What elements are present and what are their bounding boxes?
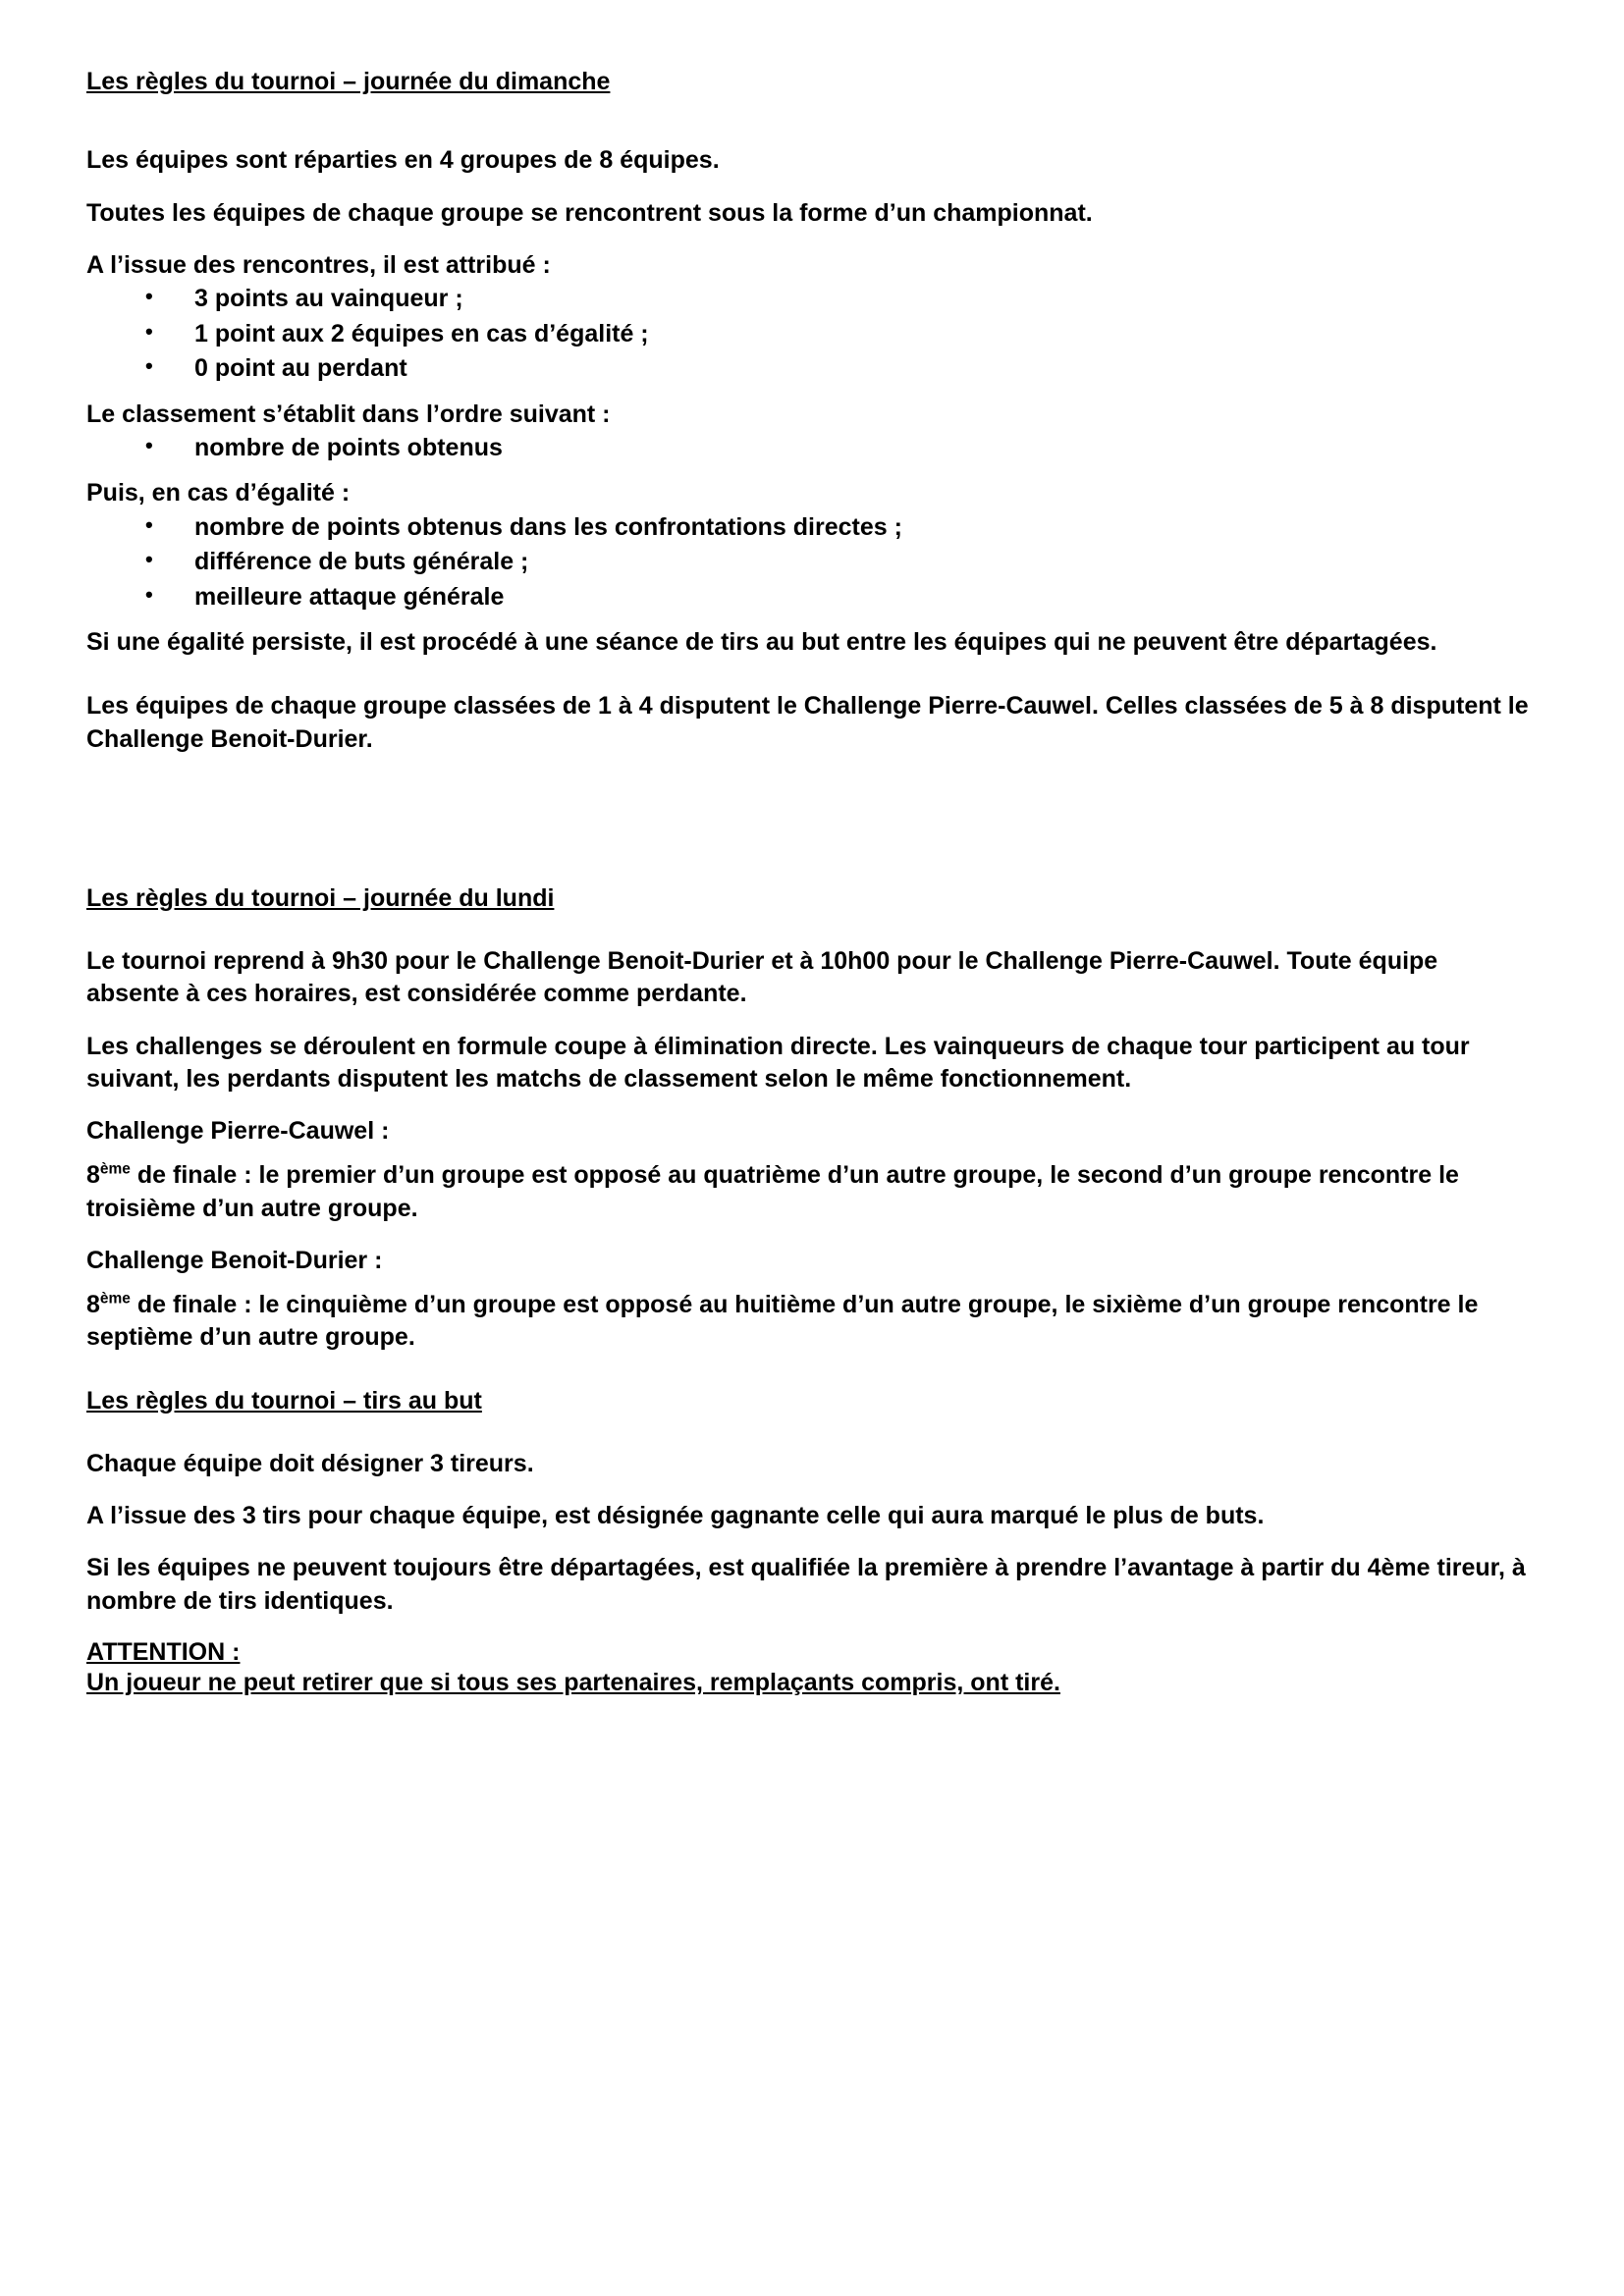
list-item: • nombre de points obtenus (86, 431, 1530, 466)
spacer (86, 178, 1530, 197)
spacer (86, 1277, 1530, 1289)
paragraph-text: de finale : le premier d’un groupe est opposé au quatrième d’un autre groupe, le second d’un groupe rencontre le troisième d’un autre groupe. (86, 1161, 1459, 1222)
spacer (86, 1618, 1530, 1637)
warning-label: ATTENTION : (86, 1637, 241, 1666)
paragraph-quatrieme-tireur: Si les équipes ne peuvent toujours être départagées, est qualifiée la première à prendre l’avantage à partir du 4ème tireur, à nombre de tirs identiques. (86, 1554, 1526, 1615)
spacer (86, 1225, 1530, 1245)
paragraph-huitieme-pierre-cauwel (86, 1159, 1530, 1225)
list-item: • 0 point au perdant (86, 351, 1530, 387)
spacer (86, 756, 1530, 883)
spacer (86, 1532, 1530, 1552)
bullet-list-egalite (86, 510, 1530, 615)
paragraph-classement: Le classement s’établit dans l’ordre suivant : (86, 400, 611, 428)
spacer (86, 1148, 1530, 1159)
ordinal-number: 8 (86, 1161, 100, 1190)
paragraph-attribution: A l’issue des rencontres, il est attribué : (86, 250, 551, 279)
spacer (86, 614, 1530, 626)
paragraph-text: de finale : le cinquième d’un groupe est opposé au huitième d’un autre groupe, le sixième d’un groupe rencontre le septième d’un autre groupe. (86, 1291, 1479, 1352)
subheading-challenge-benoit-durier: Challenge Benoit-Durier : (86, 1246, 383, 1274)
spacer (86, 1480, 1530, 1500)
spacer (86, 1416, 1530, 1448)
paragraph-formule-coupe: Les challenges se déroulent en formule coupe à élimination directe. Les vainqueurs de chaque tour participent au tour suivant, les perdants disputent les matchs de classement selon le même fonctionnement. (86, 1032, 1470, 1093)
spacer (86, 1095, 1530, 1115)
spacer (86, 914, 1530, 945)
section-heading-lundi: Les règles du tournoi – journée du lundi (86, 883, 555, 912)
paragraph-tirs-au-but-egalite: Si une égalité persiste, il est procédé à une séance de tirs au but entre les équipes qui ne peuvent être départagées. (86, 628, 1437, 656)
paragraph-egalite: Puis, en cas d’égalité : (86, 479, 351, 507)
bullet-list-points (86, 282, 1530, 387)
spacer (86, 1355, 1530, 1386)
spacer (86, 465, 1530, 477)
spacer (86, 1011, 1530, 1031)
bullet-list-classement (86, 431, 1530, 466)
list-item: • nombre de points obtenus dans les confrontations directes ; (86, 510, 1530, 546)
paragraph-championnat: Toutes les équipes de chaque groupe se rencontrent sous la forme d’un championnat. (86, 198, 1093, 227)
list-item: • meilleure attaque générale (86, 580, 1530, 615)
list-item: • 1 point aux 2 équipes en cas d’égalité ; (86, 317, 1530, 352)
section-heading-dimanche: Les règles du tournoi – journée du dimanche (86, 68, 611, 95)
spacer (86, 659, 1530, 690)
paragraph-gagnante: A l’issue des 3 tirs pour chaque équipe, est désignée gagnante celle qui aura marqué le plus de buts. (86, 1502, 1265, 1529)
ordinal-suffix: ème (99, 1290, 131, 1308)
warning-text: Un joueur ne peut retirer que si tous ses partenaires, remplaçants compris, ont tiré. (86, 1669, 1060, 1696)
list-item: • 3 points au vainqueur ; (86, 282, 1530, 317)
paragraph-challenges-repartition: Les équipes de chaque groupe classées de 1 à 4 disputent le Challenge Pierre-Cauwel. Celles classées de 5 à 8 disputent le Challenge Benoit-Durier. (86, 692, 1529, 753)
paragraph-horaires: Le tournoi reprend à 9h30 pour le Challenge Benoit-Durier et à 10h00 pour le Challenge Pierre-Cauwel. Toute équipe absente à ces horaires, est considérée comme perdante. (86, 947, 1438, 1008)
paragraph-huitieme-benoit-durier (86, 1289, 1530, 1355)
list-item: • différence de buts générale ; (86, 545, 1530, 580)
paragraph-groupes: Les équipes sont réparties en 4 groupes de 8 équipes. (86, 146, 720, 175)
spacer (86, 387, 1530, 399)
ordinal-suffix: ème (99, 1160, 131, 1178)
section-heading-tirs-au-but: Les règles du tournoi – tirs au but (86, 1386, 482, 1415)
paragraph-trois-tireurs: Chaque équipe doit désigner 3 tireurs. (86, 1449, 534, 1477)
ordinal-number: 8 (86, 1291, 100, 1318)
spacer (86, 230, 1530, 249)
spacer (86, 97, 1530, 144)
subheading-challenge-pierre-cauwel: Challenge Pierre-Cauwel : (86, 1117, 390, 1145)
